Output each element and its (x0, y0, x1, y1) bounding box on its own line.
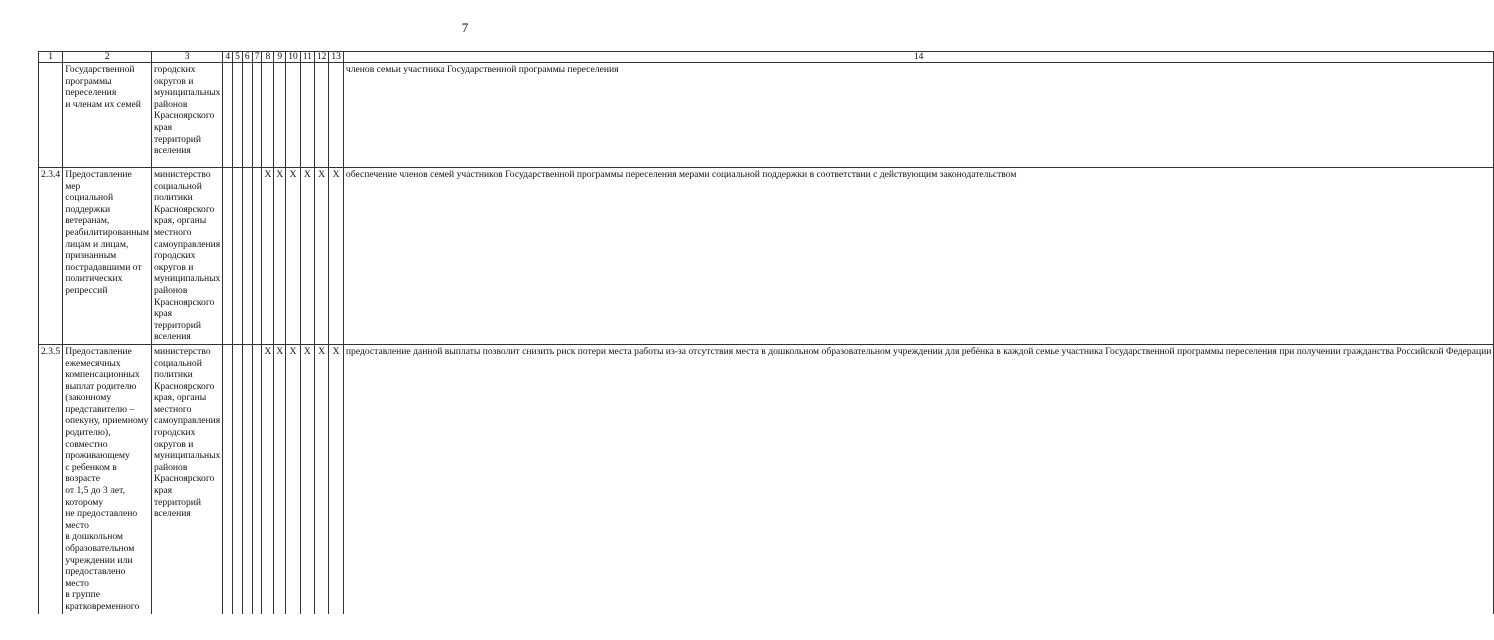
cell-col5 (233, 63, 243, 168)
program-measures-table (38, 51, 1494, 614)
row-number: 2.3.4 (39, 168, 63, 345)
cell-col6 (242, 344, 252, 613)
cell-col8: Х (262, 344, 274, 613)
header-cell: 10 (286, 52, 301, 63)
header-cell: 3 (151, 52, 222, 63)
cell-col10: Х (286, 344, 301, 613)
cell-col12: Х (314, 344, 329, 613)
cell-col8: Х (262, 168, 274, 345)
header-cell: 7 (252, 52, 262, 63)
cell-col7 (252, 168, 262, 345)
cell-col5 (233, 168, 243, 345)
table-row (39, 168, 1494, 345)
page-number: 7 (461, 20, 469, 35)
executor-cell: городских округов и муниципальных районов Красноярского края территорий вселения (151, 63, 222, 168)
header-cell: 4 (223, 52, 233, 63)
row-number: 2.3.5 (39, 344, 63, 613)
result-cell: предоставление данной выплаты позволит снизить риск потери места работы из-за отсутствия места в дошкольном образовательном учреждении для ребёнка в каждой семье участника Государственной программы переселения при получении гражданства Российской Федерации (343, 344, 1493, 613)
table-row (39, 63, 1494, 168)
header-cell: 9 (274, 52, 286, 63)
executor-cell: министерство социальной политики Красноярского края, органы местного самоуправления городских округов и муниципальных районов Красноярского края территорий вселения (151, 168, 222, 345)
table-row (39, 344, 1494, 613)
cell-col9 (274, 63, 286, 168)
executor-cell: министерство социальной политики Красноярского края, органы местного самоуправления городских округов и муниципальных районов Красноярского края территорий вселения (151, 344, 222, 613)
cell-col6 (242, 168, 252, 345)
measure-cell: Предоставление мер социальной поддержки ветеранам, реабилитированным лицам и лицам, признанным пострадавшими от политических репрессий (63, 168, 152, 345)
row-number (39, 63, 63, 168)
cell-col13: Х (329, 168, 344, 345)
measure-cell: Государственной программы переселения и членам их семей (63, 63, 152, 168)
cell-col9: Х (274, 344, 286, 613)
header-cell: 12 (314, 52, 329, 63)
cell-col9: Х (274, 168, 286, 345)
cell-col4 (223, 168, 233, 345)
header-cell: 11 (300, 52, 314, 63)
header-cell: 14 (343, 52, 1493, 63)
header-cell: 1 (39, 52, 63, 63)
cell-col13 (329, 63, 344, 168)
cell-col7 (252, 344, 262, 613)
cell-col4 (223, 63, 233, 168)
measure-cell: Предоставление ежемесячных компенсационных выплат родителю (законному представителю – опекуну, приемному родителю), совместно проживающему с ребенком в возрасте от 1,5 до 3 лет, которому не предоставлено место в дошкольном образовательном учреждении или предоставлено место в группе кратковременного (63, 344, 152, 613)
header-cell: 8 (262, 52, 274, 63)
header-cell: 13 (329, 52, 344, 63)
cell-col10: Х (286, 168, 301, 345)
cell-col6 (242, 63, 252, 168)
header-cell: 6 (242, 52, 252, 63)
header-row (39, 52, 1494, 63)
result-cell: членов семьи участника Государственной программы переселения (343, 63, 1493, 168)
cell-col11: Х (300, 168, 314, 345)
header-cell: 5 (233, 52, 243, 63)
cell-col5 (233, 344, 243, 613)
cell-col8 (262, 63, 274, 168)
cell-col11: Х (300, 344, 314, 613)
cell-col7 (252, 63, 262, 168)
cell-col10 (286, 63, 301, 168)
cell-col12 (314, 63, 329, 168)
cell-col4 (223, 344, 233, 613)
cell-col12: Х (314, 168, 329, 345)
cell-col13: Х (329, 344, 344, 613)
header-cell: 2 (63, 52, 152, 63)
result-cell: обеспечение членов семей участников Государственной программы переселения мерами социальной поддержки в соответствии с действующим законодательством (343, 168, 1493, 345)
cell-col11 (300, 63, 314, 168)
